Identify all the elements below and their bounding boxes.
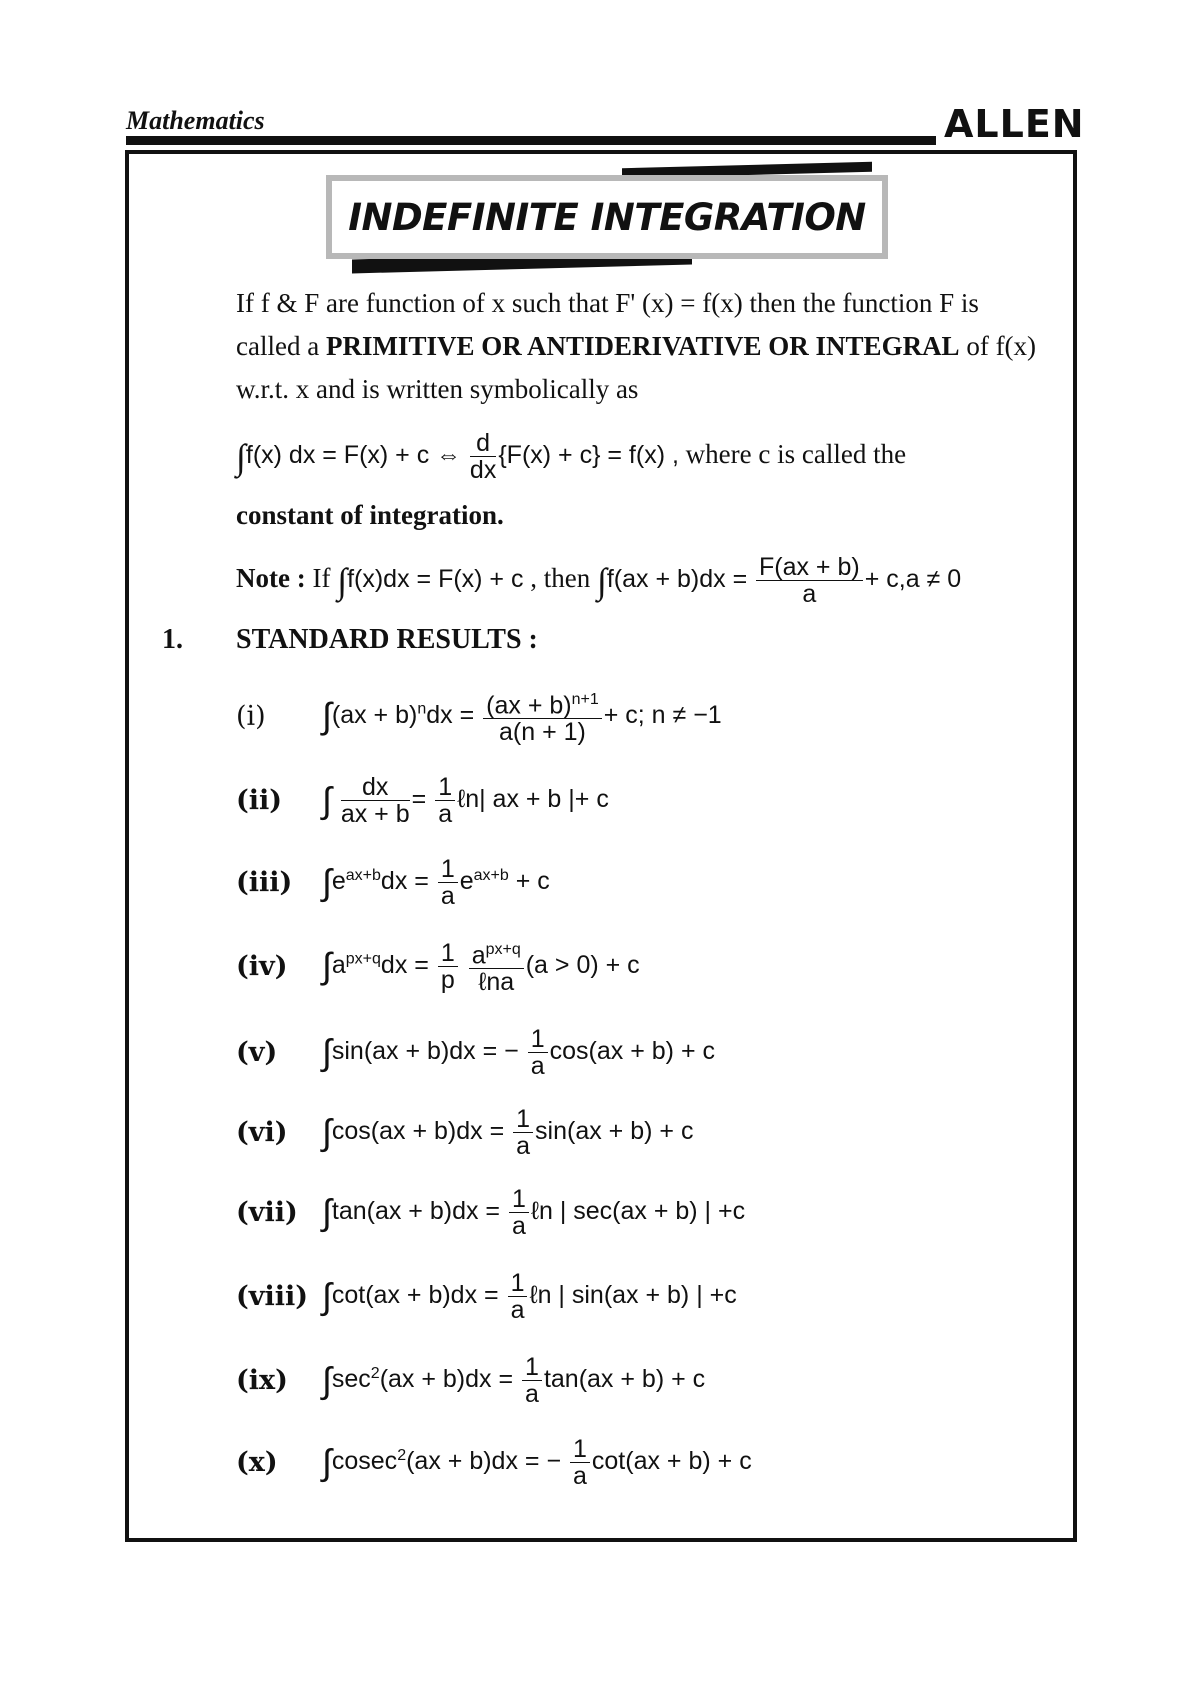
formula-part: ℓn | sin(ax + b) | +c bbox=[529, 1280, 737, 1309]
frac-num: 1 bbox=[509, 1186, 529, 1213]
result-label: (vii) bbox=[236, 1196, 298, 1228]
frac-num: F(ax + b) bbox=[756, 554, 863, 581]
result-label: (vi) bbox=[236, 1116, 288, 1148]
brand-logo: ALLEN bbox=[944, 102, 1085, 146]
result-row bbox=[236, 1266, 737, 1326]
result-row bbox=[236, 1022, 715, 1082]
integral-sign: ∫ bbox=[322, 1359, 332, 1400]
formula-sup: px+q bbox=[345, 950, 381, 968]
result-formula bbox=[322, 774, 609, 827]
result-label: (ii) bbox=[236, 784, 283, 816]
integral-sign: ∫ bbox=[322, 945, 332, 986]
note-fraction bbox=[756, 554, 863, 607]
integral-sign: ∫ bbox=[322, 1111, 332, 1152]
integral-sign: ∫ bbox=[322, 1441, 332, 1482]
note-if: If bbox=[312, 563, 338, 593]
integral-sign: ∫ bbox=[322, 1031, 332, 1072]
result-formula bbox=[322, 1270, 737, 1323]
formula-part: e bbox=[331, 866, 346, 895]
frac-den: a bbox=[525, 1379, 539, 1408]
frac-num bbox=[483, 687, 602, 719]
intro-text-b: of f(x) w.r.t. x and is written symbolically as bbox=[236, 331, 1037, 404]
result-row bbox=[236, 1350, 705, 1410]
frac-den: a bbox=[573, 1461, 587, 1490]
formula-part: (ax + b)dx = − bbox=[406, 1446, 562, 1475]
frac-den: ℓna bbox=[478, 968, 515, 997]
formula-part: dx = bbox=[380, 950, 429, 979]
formula-part: cosec bbox=[331, 1446, 398, 1475]
formula-part: dx = bbox=[380, 866, 429, 895]
frac-num: 1 bbox=[438, 940, 458, 967]
result-row bbox=[236, 1102, 693, 1162]
result-row bbox=[236, 1432, 752, 1492]
formula-fraction bbox=[509, 1186, 529, 1239]
formula-fraction bbox=[528, 1026, 548, 1079]
formula-sup: px+q bbox=[485, 940, 521, 958]
intro-bold: PRIMITIVE OR ANTIDERIVATIVE OR INTEGRAL bbox=[325, 331, 960, 361]
formula-part: e bbox=[459, 866, 474, 895]
result-label: (i) bbox=[236, 700, 266, 732]
result-label: (x) bbox=[236, 1446, 278, 1478]
constant-of-integration: constant of integration. bbox=[236, 500, 504, 530]
formula-part: cos(ax + b) + c bbox=[549, 1036, 715, 1065]
header-subject: Mathematics bbox=[126, 106, 265, 135]
page-title: INDEFINITE INTEGRATION bbox=[348, 195, 866, 239]
note-formula-1: f(x)dx = F(x) + c bbox=[347, 565, 524, 593]
result-formula bbox=[322, 1436, 752, 1489]
formula-sup: ax+b bbox=[345, 866, 381, 884]
formula-fraction bbox=[438, 940, 458, 993]
frac-num: dx bbox=[341, 774, 410, 801]
frac-den: a(n + 1) bbox=[499, 718, 586, 747]
result-formula bbox=[322, 687, 722, 745]
title-box bbox=[326, 175, 888, 259]
frac-num: 1 bbox=[435, 774, 455, 801]
result-row bbox=[236, 852, 550, 912]
frac-den: a bbox=[530, 1051, 545, 1080]
note-formula-2: f(ax + b)dx = bbox=[606, 565, 748, 593]
frac-den: a bbox=[516, 1131, 531, 1160]
def-tail: where c is called the bbox=[678, 439, 907, 469]
formula-part: = bbox=[411, 784, 427, 813]
formula-part: tan(ax + b)dx = bbox=[331, 1196, 501, 1225]
formula-part: ℓn| ax + b |+ c bbox=[457, 784, 609, 813]
frac-den: ax + b bbox=[340, 799, 410, 828]
formula-part: sec bbox=[331, 1364, 371, 1393]
formula-part: sin(ax + b) + c bbox=[535, 1116, 694, 1145]
result-label: (viii) bbox=[236, 1280, 309, 1312]
def-left: f(x) dx = F(x) + c ⇔ bbox=[245, 441, 462, 469]
def-right: {F(x) + c} = f(x) , bbox=[498, 441, 679, 469]
result-row bbox=[236, 686, 722, 746]
integral-sign: ∫ bbox=[322, 779, 332, 820]
integral-sign: ∫ bbox=[322, 1191, 332, 1232]
formula-fraction bbox=[469, 937, 524, 995]
integral-sign: ∫ bbox=[236, 436, 246, 477]
frac-num: 1 bbox=[570, 1436, 590, 1463]
section-number: 1. bbox=[162, 624, 183, 655]
formula-part: cot(ax + b) + c bbox=[591, 1446, 752, 1475]
formula-part: sin(ax + b)dx = − bbox=[331, 1036, 519, 1065]
formula-part: ℓn | sec(ax + b) | +c bbox=[530, 1196, 746, 1225]
formula-fraction bbox=[513, 1106, 533, 1159]
frac-den: a bbox=[802, 580, 817, 609]
formula-sup: 2 bbox=[397, 1446, 407, 1464]
formula-part: (a > 0) + c bbox=[525, 950, 640, 979]
frac-num: 1 bbox=[513, 1106, 533, 1133]
frac-num bbox=[469, 937, 524, 969]
frac-num: 1 bbox=[508, 1270, 528, 1297]
note-line bbox=[236, 548, 1048, 609]
result-formula bbox=[322, 856, 550, 909]
note-tail: + c,a ≠ 0 bbox=[864, 565, 962, 593]
result-label: (ix) bbox=[236, 1364, 288, 1396]
formula-fraction bbox=[341, 774, 410, 827]
frac-num: 1 bbox=[438, 856, 458, 883]
result-row bbox=[236, 1182, 745, 1242]
result-formula bbox=[322, 937, 640, 995]
formula-part: + c bbox=[515, 866, 550, 895]
result-row bbox=[236, 770, 609, 830]
integral-sign: ∫ bbox=[322, 861, 332, 902]
result-row bbox=[236, 936, 640, 996]
integral-sign: ∫ bbox=[322, 1275, 332, 1316]
frac-den: a bbox=[440, 881, 455, 910]
frac-den: a bbox=[511, 1211, 526, 1240]
formula-part: a bbox=[331, 950, 346, 979]
frac-den: dx bbox=[469, 456, 497, 485]
header-rule bbox=[126, 136, 936, 145]
formula-fraction bbox=[438, 856, 458, 909]
formula-part: (ax + b) bbox=[331, 700, 418, 729]
result-formula bbox=[322, 1026, 715, 1079]
formula-sup: n+1 bbox=[571, 690, 599, 708]
result-formula bbox=[322, 1354, 705, 1407]
section-title: STANDARD RESULTS : bbox=[236, 624, 538, 655]
formula-sup: n bbox=[417, 700, 427, 718]
result-label: (iii) bbox=[236, 866, 293, 898]
formula-fraction bbox=[483, 687, 602, 745]
frac-num: d bbox=[470, 430, 496, 457]
result-label: (v) bbox=[236, 1036, 278, 1068]
formula-part: (ax + b)dx = bbox=[379, 1364, 514, 1393]
formula-part: a bbox=[471, 941, 486, 970]
formula-part: tan(ax + b) + c bbox=[543, 1364, 706, 1393]
frac-den: p bbox=[440, 965, 455, 994]
formula-part: + c; n ≠ −1 bbox=[603, 700, 722, 729]
formula-part: dx = bbox=[426, 700, 475, 729]
frac-num: 1 bbox=[528, 1026, 548, 1053]
formula-fraction bbox=[570, 1436, 590, 1489]
formula-sup: ax+b bbox=[473, 866, 509, 884]
formula-part: cot(ax + b)dx = bbox=[331, 1280, 499, 1309]
integral-sign: ∫ bbox=[322, 695, 332, 736]
note-label: Note : bbox=[236, 563, 313, 593]
integral-sign: ∫ bbox=[337, 560, 348, 601]
formula-fraction bbox=[522, 1354, 542, 1407]
definition-line bbox=[236, 424, 1048, 485]
frac-den: a bbox=[438, 799, 453, 828]
result-formula bbox=[322, 1106, 693, 1159]
derivative-fraction bbox=[470, 430, 496, 483]
result-formula bbox=[322, 1186, 745, 1239]
frac-den: a bbox=[510, 1295, 525, 1324]
note-then: , then bbox=[523, 563, 597, 593]
formula-part: cos(ax + b)dx = bbox=[331, 1116, 505, 1145]
intro-text-a: If f & F are function of x such that F' (x) = f(x) then the function F is called a bbox=[236, 288, 979, 361]
intro-paragraph bbox=[236, 282, 1048, 411]
formula-part: (ax + b) bbox=[486, 691, 572, 720]
formula-sup: 2 bbox=[370, 1364, 380, 1382]
frac-num: 1 bbox=[522, 1354, 542, 1381]
result-label: (iv) bbox=[236, 950, 288, 982]
formula-fraction bbox=[435, 774, 455, 827]
formula-fraction bbox=[508, 1270, 528, 1323]
integral-sign: ∫ bbox=[596, 560, 607, 601]
